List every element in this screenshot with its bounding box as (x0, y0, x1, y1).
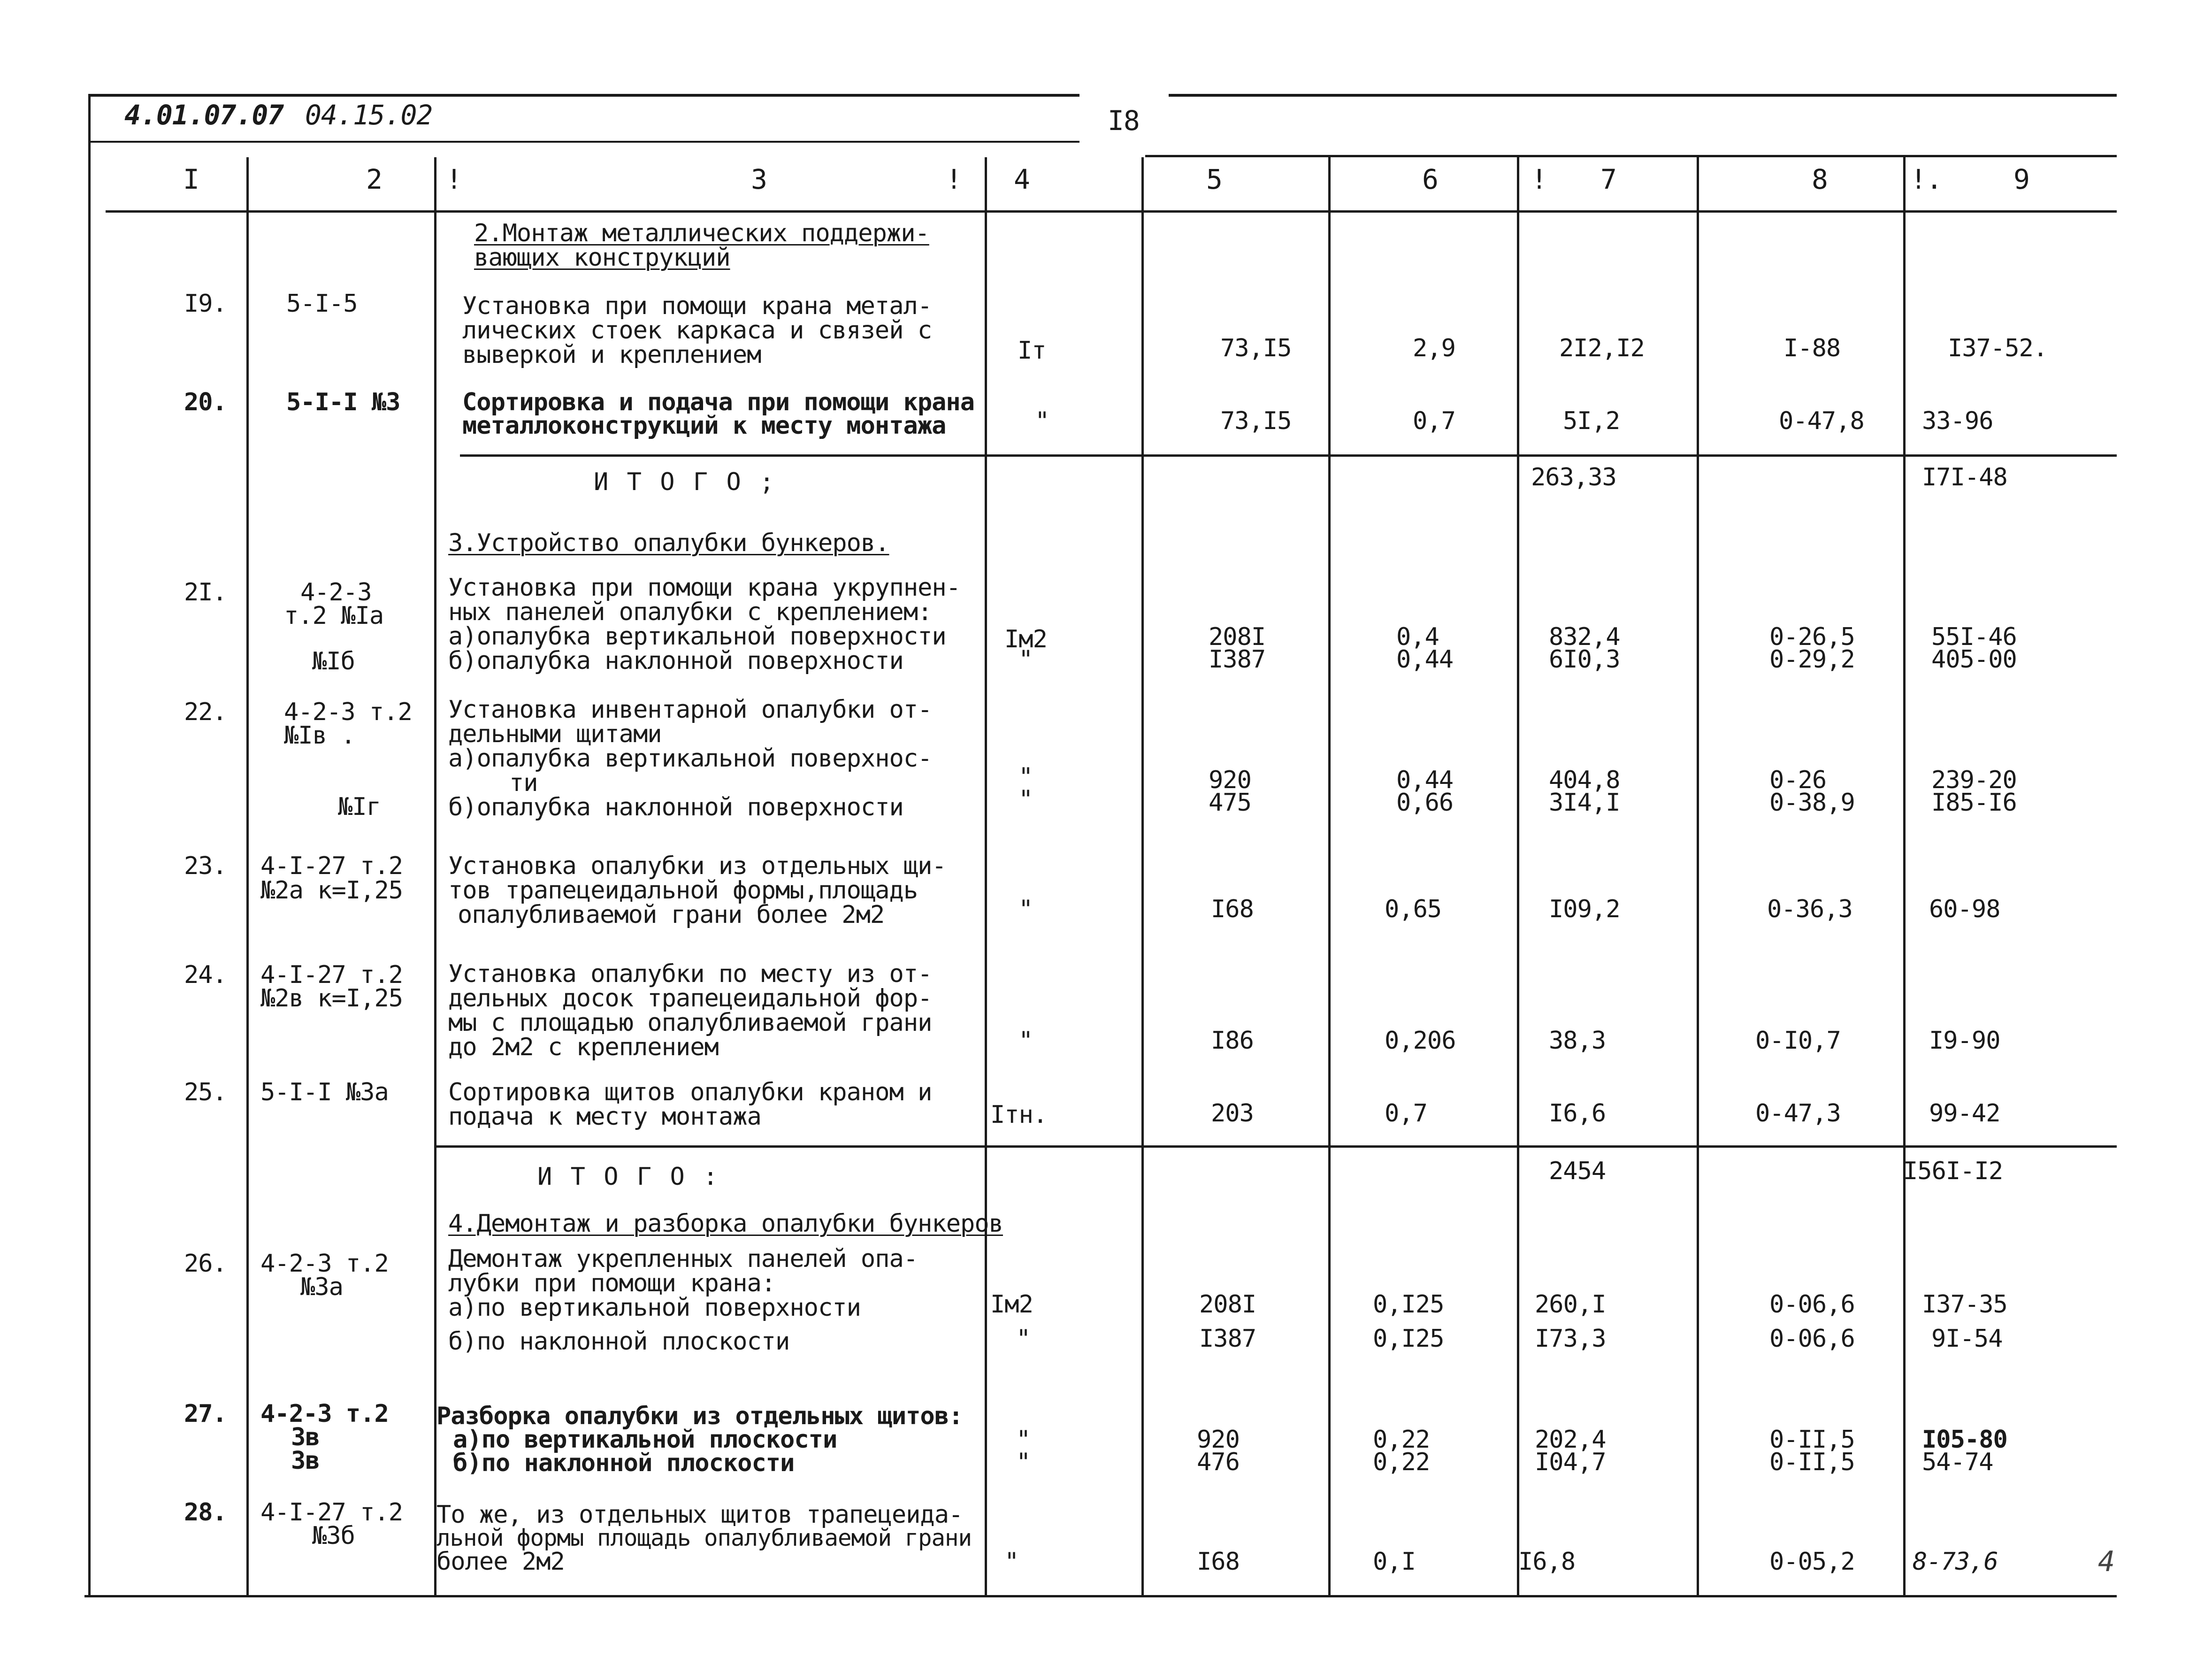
row-20-col6: 0,7 (1413, 407, 1455, 435)
row-24-desc-3: мы с площадью опалубливаемой грани (448, 1009, 932, 1037)
row-19-unit: Iт (1018, 337, 1046, 365)
row-26-code-2: №3а (300, 1273, 343, 1301)
row-20-desc-1: Сортировка и подача при помощи крана (462, 388, 975, 416)
section-title-4: 4.Демонтаж и разборка опалубки бункеров (448, 1210, 1003, 1238)
row-28-desc-3: более 2м2 (436, 1548, 565, 1576)
row-19-desc-3: выверкой и креплением (462, 341, 761, 369)
row-24-col9: I9-90 (1929, 1027, 2000, 1055)
row-22-col7-a: 404,8 (1549, 766, 1620, 794)
row-25-desc-2: подача к месту монтажа (448, 1103, 761, 1131)
row-27-desc-2: а)по вертикальной плоскости (453, 1426, 837, 1454)
row-27-code-2: 3в (291, 1423, 320, 1451)
row-27-col5-b: 476 (1197, 1448, 1240, 1476)
row-28-col6: 0,I (1373, 1548, 1416, 1576)
row-22-col7-b: 3I4,I (1549, 789, 1620, 817)
row-21-code-1: 4-2-3 (300, 578, 372, 606)
col-sep-6 (1517, 157, 1519, 1596)
row-19-desc-1: Установка при помощи крана метал- (462, 292, 932, 320)
row-26-col6-b: 0,I25 (1373, 1325, 1444, 1353)
row-22-desc-3: а)опалубка вертикальной поверхнос- (448, 744, 932, 773)
row-20-num: 20. (184, 388, 227, 416)
row-19-num: I9. (184, 290, 227, 318)
row-21-col9-a: 55I-46 (1931, 623, 2017, 651)
col-header-7: 7 (1600, 163, 1616, 195)
col-sep-2 (434, 157, 436, 1596)
row-27-col6-b: 0,22 (1373, 1448, 1430, 1476)
row-21-col7-b: 6I0,3 (1549, 645, 1620, 674)
total-2-col7: 2454 (1549, 1157, 1606, 1185)
header-top-rule-left (89, 94, 1079, 97)
row-22-col8-a: 0-26 (1769, 766, 1827, 794)
row-22-code-2: №Iв . (284, 721, 355, 750)
section-title-3: 3.Устройство опалубки бункеров. (448, 529, 889, 557)
row-27-col9-a: I05-80 (1922, 1426, 2007, 1454)
row-20-desc-2: металлоконструкций к месту монтажа (462, 412, 946, 440)
col-header-7-mark: ! (1531, 163, 1547, 195)
col-header-2: 2 (366, 163, 382, 195)
row-27-code-3: 3в (291, 1447, 320, 1475)
total-rule-1 (460, 454, 2117, 457)
row-23-code-1: 4-I-27 т.2 (260, 852, 403, 880)
outer-left-border (88, 94, 91, 1596)
col-header-4: 4 (1014, 163, 1030, 195)
row-22-unit-2: " (1018, 785, 1033, 813)
row-22-code-3: №Iг (338, 793, 381, 821)
row-26-col8-a: 0-06,6 (1769, 1290, 1855, 1319)
row-25-num: 25. (184, 1078, 227, 1106)
row-25-col8: 0-47,3 (1755, 1099, 1841, 1128)
col-sep-4 (1141, 157, 1144, 1596)
col-header-3-mark-left: ! (446, 163, 462, 195)
row-25-unit: Iтн. (990, 1101, 1048, 1129)
row-20-code: 5-I-I №3 (286, 388, 400, 416)
row-19-col9: I37-52. (1948, 334, 2048, 362)
row-28-col5: I68 (1197, 1548, 1240, 1576)
section-title-2-line-2: вающих конструкций (474, 244, 730, 272)
row-28-code-2: №3б (312, 1522, 355, 1550)
row-22-col6-b: 0,66 (1396, 789, 1454, 817)
row-19-col7: 2I2,I2 (1559, 334, 1645, 362)
row-20-col9: 33-96 (1922, 407, 1993, 435)
row-22-col6-a: 0,44 (1396, 766, 1454, 794)
row-23-desc-3: опалубливаемой грани более 2м2 (458, 901, 885, 929)
row-21-col5-b: I387 (1209, 645, 1266, 674)
row-23-num: 23. (184, 852, 227, 880)
row-21-desc-1: Установка при помощи крана укрупнен- (448, 574, 961, 602)
table-bottom-rule (84, 1595, 2117, 1597)
row-21-col9-b: 405-00 (1931, 645, 2017, 674)
row-27-col7-a: 202,4 (1535, 1426, 1606, 1454)
row-23-col5: I68 (1211, 895, 1254, 923)
row-24-code-1: 4-I-27 т.2 (260, 961, 403, 989)
row-24-col6: 0,206 (1385, 1027, 1456, 1055)
row-27-desc-1: Разборка опалубки из отдельных щитов: (436, 1402, 963, 1430)
row-26-desc-3: а)по вертикальной поверхности (448, 1294, 861, 1322)
row-28-desc-2: льной формы площадь опалубливаемой грани (436, 1525, 972, 1551)
row-21-code-3: №Iб (312, 647, 355, 675)
row-24-col7: 38,3 (1549, 1027, 1606, 1055)
row-21-desc-4: б)опалубка наклонной поверхности (448, 647, 903, 675)
row-23-col9: 60-98 (1929, 895, 2000, 923)
col-sep-8 (1903, 157, 1906, 1596)
row-24-desc-1: Установка опалубки по месту из от- (448, 960, 932, 988)
row-20-col8: 0-47,8 (1779, 407, 1864, 435)
row-22-col5-a: 920 (1209, 766, 1251, 794)
row-24-desc-4: до 2м2 с креплением (448, 1033, 719, 1061)
row-21-desc-2: ных панелей опалубки с креплением: (448, 598, 932, 626)
col-sep-7 (1697, 157, 1699, 1596)
col-sep-1 (246, 157, 249, 1596)
row-21-col8-a: 0-26,5 (1769, 623, 1855, 651)
row-22-desc-2: дельными щитами (448, 720, 662, 748)
total-2-col9: I56I-I2 (1903, 1157, 2003, 1185)
row-21-code-2: т.2 №Iа (284, 602, 384, 630)
row-19-col6: 2,9 (1413, 334, 1455, 362)
row-26-num: 26. (184, 1250, 227, 1278)
total-rule-2 (434, 1145, 2117, 1148)
col-header-5: 5 (1206, 163, 1222, 195)
row-25-col5: 203 (1211, 1099, 1254, 1128)
page-number: I8 (1108, 105, 1140, 137)
row-24-unit: " (1018, 1027, 1033, 1055)
row-26-col9-b: 9I-54 (1931, 1325, 2003, 1353)
row-27-desc-3: б)по наклонной плоскости (453, 1449, 795, 1477)
row-21-num: 2I. (184, 578, 227, 606)
row-24-col8: 0-I0,7 (1755, 1027, 1841, 1055)
row-21-unit-2: " (1018, 645, 1033, 674)
row-27-col8-b: 0-II,5 (1769, 1448, 1855, 1476)
row-26-col8-b: 0-06,6 (1769, 1325, 1855, 1353)
row-27-col5-a: 920 (1197, 1426, 1240, 1454)
row-25-col6: 0,7 (1385, 1099, 1427, 1128)
row-28-col9: 8-73,6 (1913, 1548, 1998, 1576)
document-code: 4.01.07.07 (124, 99, 284, 131)
column-header-bottom-rule (106, 210, 2117, 213)
corner-handwritten-mark: 4 (2098, 1545, 2115, 1578)
row-23-col6: 0,65 (1385, 895, 1442, 923)
row-22-code-1: 4-2-3 т.2 (284, 698, 412, 726)
total-1-label: И Т О Г О ; (594, 468, 776, 496)
row-26-col5-b: I387 (1199, 1325, 1256, 1353)
row-27-num: 27. (184, 1400, 227, 1428)
row-22-col5-b: 475 (1209, 789, 1251, 817)
row-23-desc-2: тов трапецеидальной формы,площадь (448, 876, 918, 905)
row-22-desc-5: б)опалубка наклонной поверхности (448, 793, 903, 821)
col-header-3-mark-right: ! (946, 163, 962, 195)
row-22-desc-4: ти (509, 769, 538, 797)
row-23-unit: " (1018, 895, 1033, 923)
col-header-6: 6 (1422, 163, 1438, 195)
col-sep-3 (985, 157, 987, 1596)
row-27-col6-a: 0,22 (1373, 1426, 1430, 1454)
row-26-code-1: 4-2-3 т.2 (260, 1250, 389, 1278)
row-25-col7: I6,6 (1549, 1099, 1606, 1128)
row-19-code: 5-I-5 (286, 290, 358, 318)
row-23-col8: 0-36,3 (1767, 895, 1852, 923)
row-23-code-2: №2а к=I,25 (260, 876, 403, 905)
col-header-9: 9 (2013, 163, 2029, 195)
row-28-unit: " (1004, 1548, 1019, 1576)
row-26-desc-1: Демонтаж укрепленных панелей опа- (448, 1245, 918, 1273)
row-20-unit: " (1035, 407, 1049, 435)
row-22-desc-1: Установка инвентарной опалубки от- (448, 696, 932, 724)
row-21-col5-a: 208I (1209, 623, 1266, 651)
row-25-col9: 99-42 (1929, 1099, 2000, 1128)
total-2-label: И Т О Г О : (537, 1163, 720, 1191)
row-27-code-1: 4-2-3 т.2 (260, 1400, 389, 1428)
row-28-desc-1: То же, из отдельных щитов трапецеида- (436, 1501, 963, 1529)
row-26-col5-a: 208I (1199, 1290, 1256, 1319)
row-22-unit-1: " (1018, 763, 1033, 791)
total-1-col9: I7I-48 (1922, 463, 2007, 491)
row-21-col7-a: 832,4 (1549, 623, 1620, 651)
column-header-top-rule (1145, 155, 2117, 157)
row-27-unit-2: " (1016, 1448, 1031, 1476)
row-26-unit-1: Iм2 (990, 1290, 1033, 1319)
row-23-desc-1: Установка опалубки из отдельных щи- (448, 852, 946, 880)
header-top-rule-right (1169, 94, 2117, 97)
row-24-desc-2: дельных досок трапецеидальной фор- (448, 984, 932, 1013)
row-26-col7-a: 260,I (1535, 1290, 1606, 1319)
row-21-unit-1: Iм2 (1004, 625, 1047, 653)
row-21-col6-a: 0,4 (1396, 623, 1439, 651)
row-24-num: 24. (184, 961, 227, 989)
row-25-desc-1: Сортировка щитов опалубки краном и (448, 1078, 932, 1106)
row-28-col7: I6,8 (1518, 1548, 1576, 1576)
row-28-code-1: 4-I-27 т.2 (260, 1498, 403, 1527)
row-27-col8-a: 0-II,5 (1769, 1426, 1855, 1454)
row-23-col7: I09,2 (1549, 895, 1620, 923)
section-title-2-line-1: 2.Монтаж металлических поддержи- (474, 219, 929, 247)
row-27-col9-b: 54-74 (1922, 1448, 1993, 1476)
col-header-8: 8 (1812, 163, 1828, 195)
row-20-col5: 73,I5 (1220, 407, 1292, 435)
col-header-9-mark: !. (1910, 163, 1942, 195)
total-1-col7: 263,33 (1531, 463, 1616, 491)
row-21-col6-b: 0,44 (1396, 645, 1454, 674)
row-26-col9-a: I37-35 (1922, 1290, 2007, 1319)
row-26-desc-4: б)по наклонной плоскости (448, 1327, 790, 1356)
row-22-num: 22. (184, 698, 227, 726)
row-25-code: 5-I-I №3а (260, 1078, 389, 1106)
row-22-col9-b: I85-I6 (1931, 789, 2017, 817)
col-header-3: 3 (751, 163, 767, 195)
row-20-col7: 5I,2 (1563, 407, 1620, 435)
col-sep-5 (1328, 157, 1331, 1596)
row-27-col7-b: I04,7 (1535, 1448, 1606, 1476)
row-21-col8-b: 0-29,2 (1769, 645, 1855, 674)
row-22-col9-a: 239-20 (1931, 766, 2017, 794)
header-sub-rule (89, 141, 1079, 143)
row-26-desc-2: лубки при помощи крана: (448, 1269, 776, 1297)
row-24-code-2: №2в к=I,25 (260, 984, 403, 1013)
row-21-desc-3: а)опалубка вертикальной поверхности (448, 622, 946, 651)
row-19-col5: 73,I5 (1220, 334, 1292, 362)
col-header-1: I (183, 163, 199, 195)
row-24-col5: I86 (1211, 1027, 1254, 1055)
row-26-col6-a: 0,I25 (1373, 1290, 1444, 1319)
row-28-col8: 0-05,2 (1769, 1548, 1855, 1576)
document-suffix: 04.15.02 (305, 99, 433, 131)
row-19-col8: I-88 (1783, 334, 1841, 362)
row-28-num: 28. (184, 1498, 227, 1527)
row-19-desc-2: лических стоек каркаса и связей с (462, 316, 932, 345)
row-22-col8-b: 0-38,9 (1769, 789, 1855, 817)
row-26-unit-2: " (1016, 1325, 1031, 1353)
row-27-unit-1: " (1016, 1426, 1031, 1454)
row-26-col7-b: I73,3 (1535, 1325, 1606, 1353)
